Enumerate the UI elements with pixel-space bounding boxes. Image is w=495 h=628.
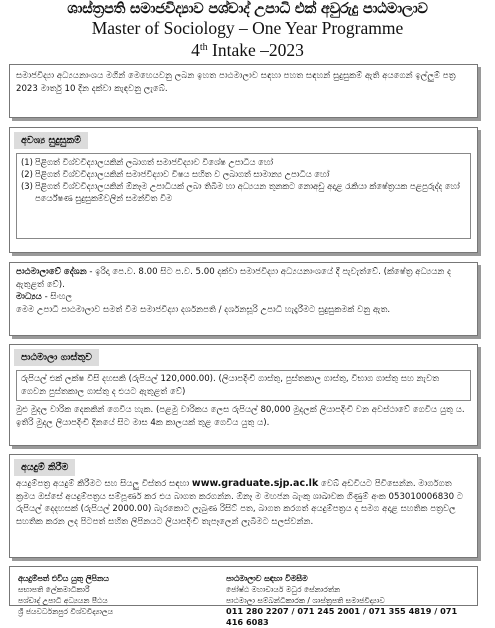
intro-text: සමාජවිද්‍යා අධ්‍යයනාංශය මගින් මෙහෙයවනු ලබන ඉහත පාඨමාලාව සඳහා පහත සඳහන් සුදුසුකම් ඇති අයගෙන් ඉල්ලුම් පත්‍ර 2023 මාර්තු 10 දින දක්වා කැඳවනු ලැබේ.: [16, 71, 456, 94]
title-english: Master of Sociology – One Year Programme: [91, 18, 404, 38]
address-line: පශ්චාද් උපාධි අධ්‍යයන පීඨය: [18, 596, 108, 605]
qualification-number: (3): [21, 181, 33, 191]
phone-numbers: 011 280 2207 / 071 245 2001 / 071 355 4819 / 071 416 6083: [226, 606, 458, 627]
schedule-content: [10, 263, 477, 316]
fees-installments: මුළු මුදල වාරික දෙකකින් ගෙවිය හැක. (පළමු වාරිකය ලෙස රුපියල් 80,000 මුදලක් ලියාපදිංචි වන අවස්ථාවේ ගෙවිය යුතු ය. ඉතිරි මුදල ලියාපදිංචි දිනයේ සිට මාස 4ක කාලයක් තුළ ගෙවිය යුතු ය).: [16, 405, 465, 428]
title-sinhala: ශාස්ත්‍රපති සමාජවිද්‍යාව පශ්චාද් උපාධි එක් අවුරුදු පාඨමාලාව: [67, 1, 428, 17]
application-heading: අයදුම් කිරීම: [14, 459, 75, 476]
address-heading: අයදුම්පත් එවිය යුතු ලිපිනය: [18, 574, 109, 583]
medium-text: - සිංහල: [44, 292, 73, 303]
coordinator-title: පාඨමාලා සම්බන්ධීකාරක / ශාස්ත්‍රපති සමාජවිද්‍යාව: [226, 596, 385, 605]
qualification-text: පිළිගත් විශ්වවිද්‍යාලයකින් ඕනෑම උපාධියක් ලබා තිබීම හා අධ්‍යයන තුනකට නොඅඩු අදාළ රැකියා ක්ෂේත්‍රයක පළපුරුද්ද හෝ පර්යේෂණ සුදුසුකම්වලින් සමන්විත වීම: [35, 181, 460, 203]
fees-inner-box: රුපියල් එක් ලක්ෂ විසි දහසකි (රුපියල් 120,000.00). (ලියාපදිංචි ගාස්තු, පුස්තකාල ගාස්තු, විභාග ගාස්තු සහ නැවත ගෙවන පුස්තකාල ගාස්තු ද එයට ඇතුළත් වේ): [16, 370, 471, 401]
page-header: [0, 0, 495, 60]
lecture-label: පාඨමාලාවේ දේශන: [16, 267, 87, 277]
intake-number: 4: [191, 40, 200, 60]
fees-box: [9, 344, 478, 446]
graduate-website-link[interactable]: www.graduate.sjp.ac.lk: [191, 478, 319, 489]
inquiry-column: [226, 573, 477, 628]
intake-title: [0, 38, 495, 60]
qualifications-heading: අවශ්‍ය සුදුසුකම්: [14, 132, 88, 149]
inquiry-heading: පාඨමාලාව සඳහා විමසීම: [226, 574, 308, 583]
qualification-number: (1): [21, 157, 33, 167]
address-line: සභාපති ලේකමාධිකාරී: [18, 585, 90, 594]
qualification-number: (2): [21, 169, 33, 179]
schedule-box: [9, 262, 478, 336]
qualification-item: [21, 180, 466, 204]
lecture-line: [16, 266, 471, 291]
qualifications-box: [9, 127, 478, 253]
application-text-start: අයදුම්පත්‍ර අයදුම් කිරීමට සහ සියලු විස්තර සඳහා: [16, 479, 192, 489]
intake-suffix: th: [199, 42, 208, 53]
qualification-text: පිළිගත් විශ්වවිද්‍යාලයකින් ලබාගත් සමාජවිද්‍යාව විශේෂ උපාධිය හෝ: [35, 157, 274, 167]
intro-box: [9, 64, 478, 118]
address-column: [18, 573, 113, 617]
qualification-item: [21, 156, 466, 168]
coordinator-name: ජෝෂ්ඨ මහාචාර්ය මධුර සේනාරත්න: [226, 585, 341, 594]
qualification-item: [21, 168, 466, 180]
qualification-text: පිළිගත් විශ්වවිද්‍යාලයකින් සමාජවිද්‍යාව විෂය සහිත ව ලබාගත් සාමාන්‍ය උපාධිය හෝ: [35, 169, 330, 179]
schedule-note: මෙම උපාධි පාඨමාලාව සමත් වීම සමාජවිද්‍යා දර්ශනපති / දර්ශනසූරි උපාධි හැදෑරීමට සුදුසුකමක් වනු ඇත.: [16, 304, 391, 315]
fees-heading: පාඨමාලා ගාස්තුව: [14, 349, 99, 366]
application-text: [10, 478, 477, 528]
qualifications-list: [16, 153, 471, 239]
intake-text: Intake –2023: [207, 40, 304, 60]
medium-line: [16, 291, 471, 304]
address-line: ශ්‍රී ජයවර්ධනපුර විශ්වවිද්‍යාලය: [18, 607, 114, 616]
application-text-end: වෙබ් අඩවියට පිවිසෙන්න. මාර්ගගත ක්‍රමය ඔස්සේ අයදුම්පත්‍රය සම්පූර්ණ කර එය බාගත කරගන්න. ඕනෑ ම මහජන බැංකු ශාඛාවක ගිණුම් අංක 053010006830 ට රුපියල් දෙදහසක් (රුපියල් 2000.00) බැරකොට ලැබුණ රිසිට් පත, බාගත කරගත් අයදුම්පත්‍රය ද සමග අදාළ සහතික පත්‍රවල සහතික කරන ලද පිටපත් සහිත ලිපිනයට ලියාපදිංචි තැපෑලෙන් ලැබීමට සලස්වන්න.: [16, 479, 464, 527]
lecture-text: - ඉරිදා පෙ.ව. 8.00 සිට ප.ව. 5.00 දක්වා සමාජවිද්‍යා අධ්‍යයනාංශයේ දී පැවැත්වේ. (ක්ෂේත්‍ර අධ්‍යයන ද ඇතුළත් වේ).: [16, 267, 451, 290]
medium-label: මාධ්‍යය: [16, 292, 42, 303]
application-box: [9, 454, 478, 558]
contact-box: [9, 566, 478, 627]
